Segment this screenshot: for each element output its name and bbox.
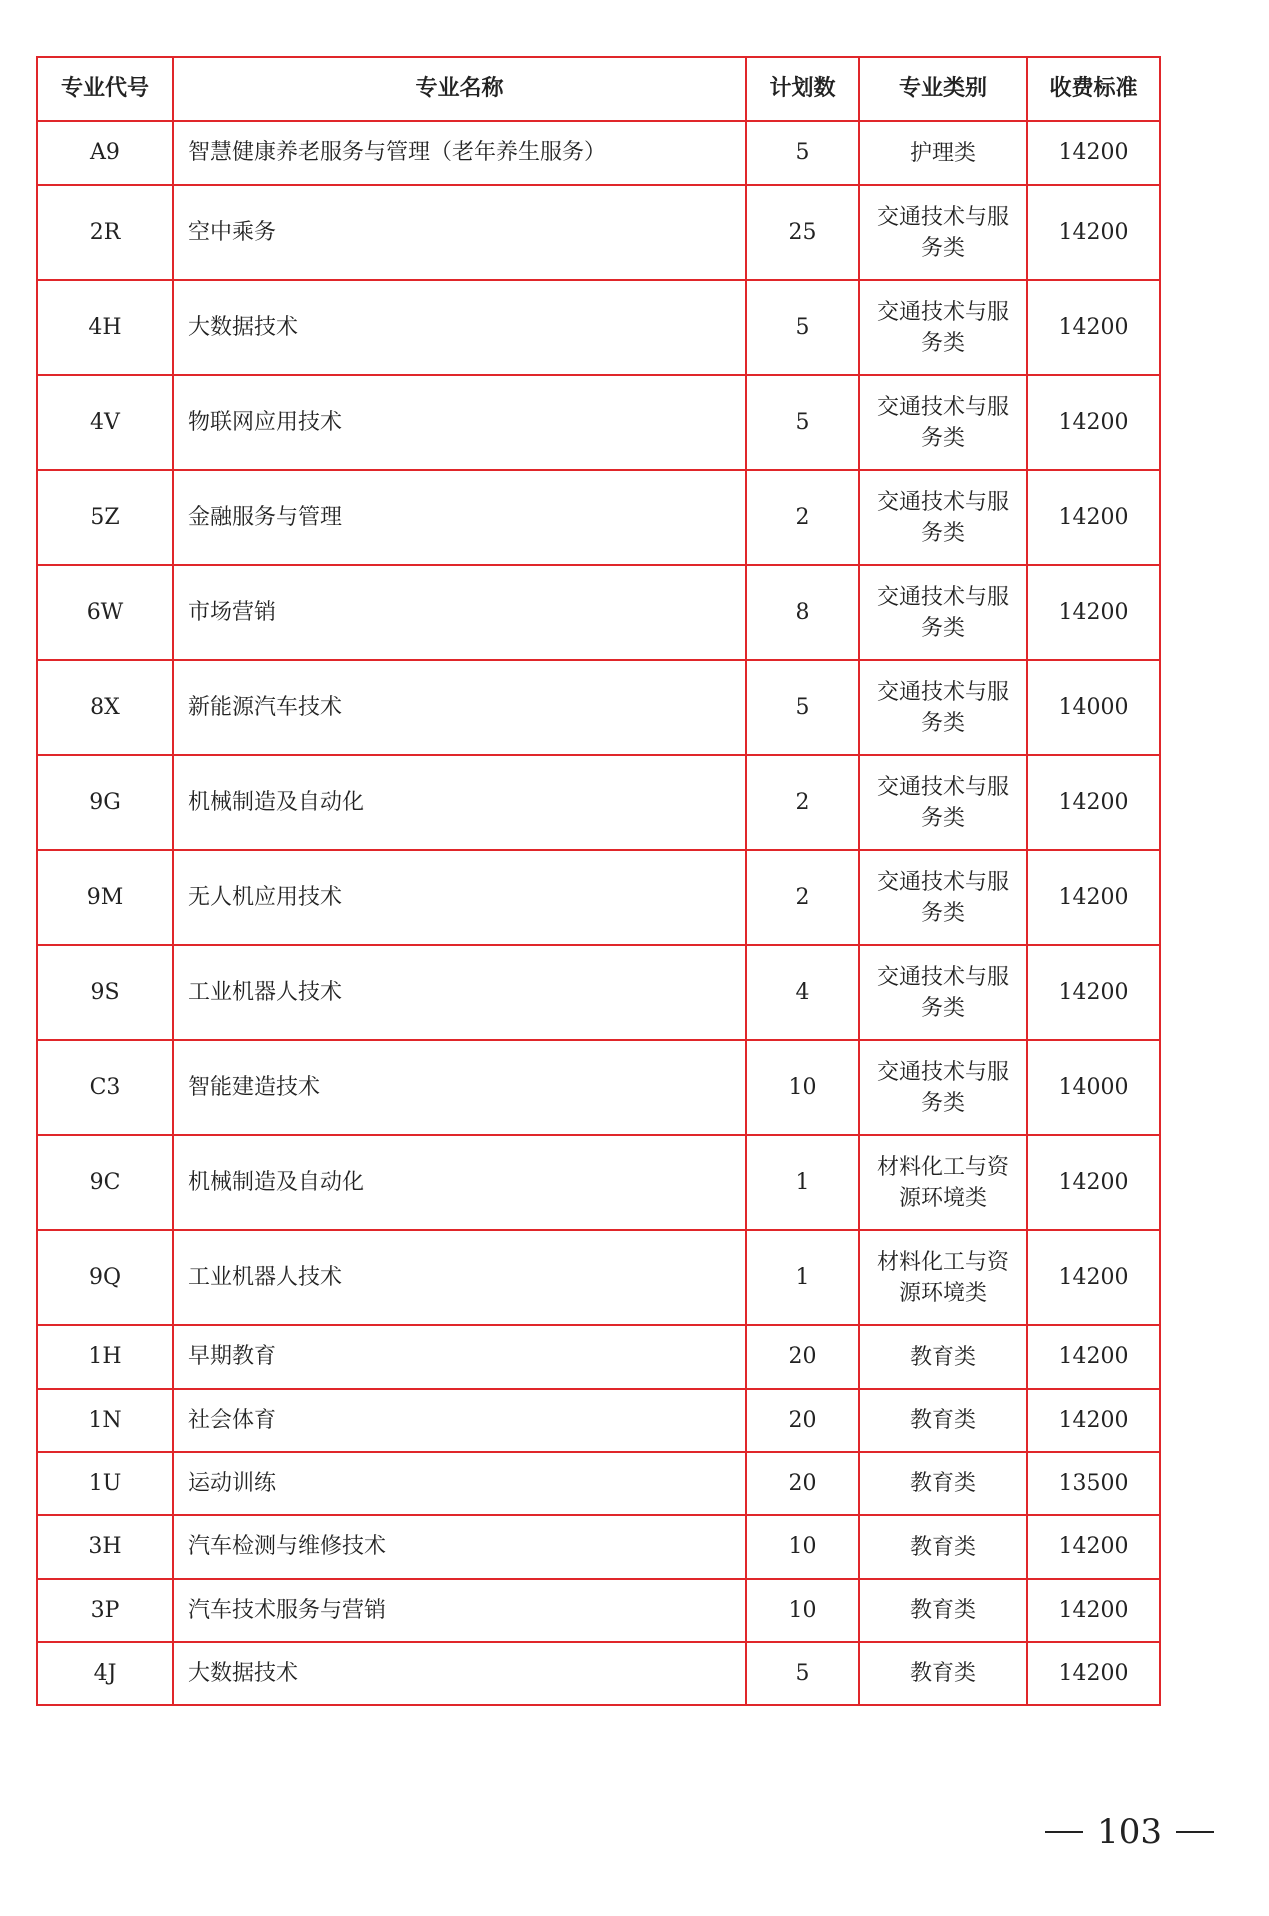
table-row (37, 280, 1160, 375)
cell-category (859, 945, 1027, 1040)
header-code: 专业代号 (37, 57, 173, 121)
cell-name: 大数据技术 (173, 280, 746, 375)
cell-code: C3 (37, 1040, 173, 1135)
cell-name: 金融服务与管理 (173, 470, 746, 565)
cell-fee: 14200 (1027, 755, 1160, 850)
cell-fee: 14200 (1027, 280, 1160, 375)
category-text: 护理类 (909, 140, 976, 166)
cell-plan: 20 (746, 1452, 859, 1515)
cell-fee: 14200 (1027, 1642, 1160, 1705)
category-text: 交通技术与服务类 (877, 584, 1010, 641)
category-text: 交通技术与服务类 (877, 774, 1010, 831)
cell-category (859, 565, 1027, 660)
cell-name: 社会体育 (173, 1389, 746, 1452)
cell-plan: 10 (746, 1515, 859, 1579)
cell-plan: 5 (746, 121, 859, 185)
cell-name: 物联网应用技术 (173, 375, 746, 470)
cell-code: 1H (37, 1325, 173, 1389)
cell-plan: 5 (746, 280, 859, 375)
cell-fee: 14000 (1027, 660, 1160, 755)
table-row (37, 1642, 1160, 1705)
header-category: 专业类别 (859, 57, 1027, 121)
cell-code: 6W (37, 565, 173, 660)
table-row (37, 1135, 1160, 1230)
cell-plan: 10 (746, 1579, 859, 1642)
cell-code: 9Q (37, 1230, 173, 1325)
cell-code: 9G (37, 755, 173, 850)
category-text: 交通技术与服务类 (877, 204, 1010, 261)
cell-name: 机械制造及自动化 (173, 1135, 746, 1230)
category-text: 交通技术与服务类 (877, 964, 1010, 1021)
cell-fee: 14200 (1027, 850, 1160, 945)
category-text: 交通技术与服务类 (877, 489, 1010, 546)
cell-category (859, 755, 1027, 850)
footer-dash-left (1045, 1831, 1083, 1833)
cell-fee: 14200 (1027, 1325, 1160, 1389)
cell-plan: 5 (746, 1642, 859, 1705)
cell-name: 无人机应用技术 (173, 850, 746, 945)
cell-plan: 20 (746, 1389, 859, 1452)
admissions-plan-table (36, 56, 1161, 1706)
cell-fee: 14200 (1027, 375, 1160, 470)
category-text: 教育类 (909, 1344, 976, 1370)
cell-plan: 2 (746, 850, 859, 945)
cell-category (859, 1325, 1027, 1389)
table-row (37, 375, 1160, 470)
category-text: 材料化工与资源环境类 (877, 1154, 1010, 1211)
category-text: 材料化工与资源环境类 (877, 1249, 1010, 1306)
cell-plan: 25 (746, 185, 859, 280)
table-header-row (37, 57, 1160, 121)
cell-category (859, 470, 1027, 565)
table-row (37, 470, 1160, 565)
table-row (37, 755, 1160, 850)
cell-name: 智慧健康养老服务与管理（老年养生服务） (173, 121, 746, 185)
cell-code: 5Z (37, 470, 173, 565)
cell-code: 4H (37, 280, 173, 375)
cell-plan: 2 (746, 470, 859, 565)
cell-category (859, 185, 1027, 280)
cell-code: 1N (37, 1389, 173, 1452)
cell-category (859, 1452, 1027, 1515)
cell-fee: 14200 (1027, 470, 1160, 565)
cell-category (859, 1389, 1027, 1452)
table-row (37, 850, 1160, 945)
cell-name: 工业机器人技术 (173, 945, 746, 1040)
cell-fee: 14200 (1027, 945, 1160, 1040)
cell-code: 1U (37, 1452, 173, 1515)
category-text: 交通技术与服务类 (877, 679, 1010, 736)
table-row (37, 565, 1160, 660)
cell-category (859, 1040, 1027, 1135)
cell-plan: 20 (746, 1325, 859, 1389)
cell-code: 9M (37, 850, 173, 945)
cell-code: 4V (37, 375, 173, 470)
cell-code: 2R (37, 185, 173, 280)
cell-name: 新能源汽车技术 (173, 660, 746, 755)
table-row (37, 1230, 1160, 1325)
cell-plan: 4 (746, 945, 859, 1040)
cell-fee: 14200 (1027, 1579, 1160, 1642)
cell-name: 汽车检测与维修技术 (173, 1515, 746, 1579)
table-row (37, 1452, 1160, 1515)
cell-category (859, 660, 1027, 755)
category-text: 交通技术与服务类 (877, 869, 1010, 926)
header-plan: 计划数 (746, 57, 859, 121)
cell-code: 3P (37, 1579, 173, 1642)
cell-name: 汽车技术服务与营销 (173, 1579, 746, 1642)
cell-category (859, 1230, 1027, 1325)
cell-plan: 8 (746, 565, 859, 660)
cell-fee: 13500 (1027, 1452, 1160, 1515)
cell-name: 早期教育 (173, 1325, 746, 1389)
cell-plan: 10 (746, 1040, 859, 1135)
cell-name: 机械制造及自动化 (173, 755, 746, 850)
page-number: 103 (1097, 1812, 1162, 1852)
cell-code: 9C (37, 1135, 173, 1230)
cell-name: 运动训练 (173, 1452, 746, 1515)
cell-category (859, 375, 1027, 470)
table-row (37, 1515, 1160, 1579)
cell-fee: 14000 (1027, 1040, 1160, 1135)
category-text: 教育类 (909, 1598, 976, 1623)
cell-category (859, 280, 1027, 375)
cell-fee: 14200 (1027, 565, 1160, 660)
category-text: 交通技术与服务类 (877, 394, 1010, 451)
cell-code: 9S (37, 945, 173, 1040)
table-row (37, 1325, 1160, 1389)
cell-name: 大数据技术 (173, 1642, 746, 1705)
cell-category (859, 1135, 1027, 1230)
header-name: 专业名称 (173, 57, 746, 121)
cell-code: 4J (37, 1642, 173, 1705)
table-row (37, 121, 1160, 185)
cell-name: 市场营销 (173, 565, 746, 660)
category-text: 交通技术与服务类 (877, 299, 1010, 356)
cell-fee: 14200 (1027, 1230, 1160, 1325)
category-text: 交通技术与服务类 (877, 1059, 1010, 1116)
table-row (37, 1389, 1160, 1452)
table-row (37, 1040, 1160, 1135)
cell-code: A9 (37, 121, 173, 185)
category-text: 教育类 (909, 1471, 976, 1496)
table-row (37, 1579, 1160, 1642)
cell-category (859, 121, 1027, 185)
footer-dash-right (1176, 1831, 1214, 1833)
cell-plan: 2 (746, 755, 859, 850)
cell-plan: 1 (746, 1230, 859, 1325)
table-row (37, 945, 1160, 1040)
category-text: 教育类 (909, 1408, 976, 1433)
cell-plan: 1 (746, 1135, 859, 1230)
table-row (37, 185, 1160, 280)
cell-fee: 14200 (1027, 1515, 1160, 1579)
cell-category (859, 1579, 1027, 1642)
cell-category (859, 1515, 1027, 1579)
header-fee: 收费标准 (1027, 57, 1160, 121)
category-text: 教育类 (909, 1661, 976, 1686)
page-footer (1045, 1812, 1214, 1852)
cell-plan: 5 (746, 375, 859, 470)
cell-category (859, 850, 1027, 945)
cell-plan: 5 (746, 660, 859, 755)
cell-code: 3H (37, 1515, 173, 1579)
cell-fee: 14200 (1027, 121, 1160, 185)
cell-category (859, 1642, 1027, 1705)
cell-code: 8X (37, 660, 173, 755)
cell-fee: 14200 (1027, 1135, 1160, 1230)
cell-name: 工业机器人技术 (173, 1230, 746, 1325)
cell-name: 智能建造技术 (173, 1040, 746, 1135)
cell-fee: 14200 (1027, 185, 1160, 280)
table-row (37, 660, 1160, 755)
cell-name: 空中乘务 (173, 185, 746, 280)
category-text: 教育类 (909, 1534, 976, 1560)
cell-fee: 14200 (1027, 1389, 1160, 1452)
